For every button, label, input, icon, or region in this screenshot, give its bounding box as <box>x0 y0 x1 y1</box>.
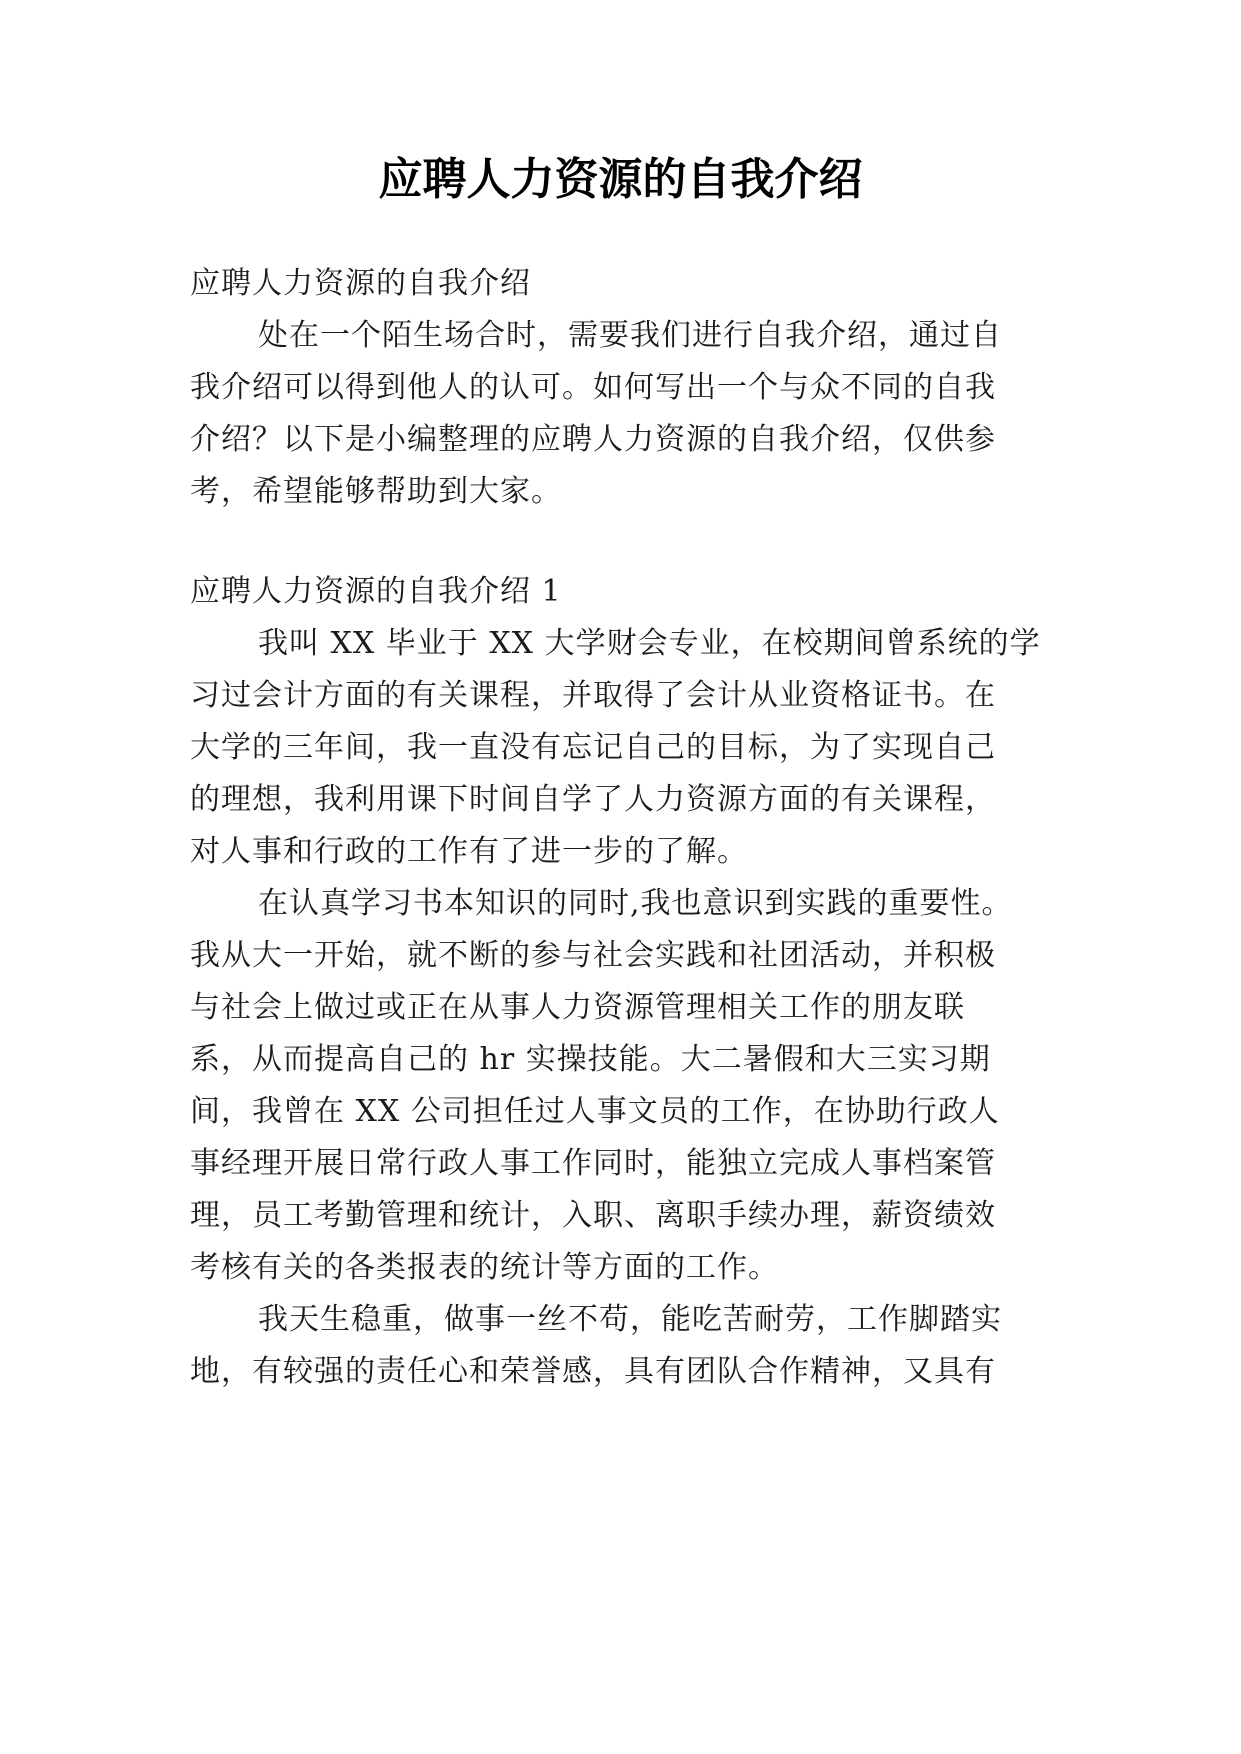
intro-line: 考，希望能够帮助到大家。 <box>190 474 562 509</box>
paragraph-line: 系，从而提高自己的 hr 实操技能。大二暑假和大三实习期 <box>190 1042 991 1077</box>
paragraph-line: 的理想，我利用课下时间自学了人力资源方面的有关课程， <box>190 782 996 817</box>
intro-heading: 应聘人力资源的自我介绍 <box>190 266 531 301</box>
paragraph-line: 习过会计方面的有关课程，并取得了会计从业资格证书。在 <box>190 678 996 713</box>
document-title: 应聘人力资源的自我介绍 <box>378 154 863 205</box>
paragraph-line: 我天生稳重，做事一丝不苟，能吃苦耐劳，工作脚踏实 <box>258 1302 1002 1337</box>
paragraph-line: 间，我曾在 XX 公司担任过人事文员的工作，在协助行政人 <box>190 1094 1000 1129</box>
intro-line: 处在一个陌生场合时，需要我们进行自我介绍，通过自 <box>258 318 1002 353</box>
paragraph-line: 事经理开展日常行政人事工作同时，能独立完成人事档案管 <box>190 1146 996 1181</box>
intro-line: 我介绍可以得到他人的认可。如何写出一个与众不同的自我 <box>190 370 996 405</box>
paragraph-line: 我叫 XX 毕业于 XX 大学财会专业，在校期间曾系统的学 <box>258 626 1041 661</box>
paragraph-line: 与社会上做过或正在从事人力资源管理相关工作的朋友联 <box>190 990 965 1025</box>
paragraph-line: 理，员工考勤管理和统计，入职、离职手续办理，薪资绩效 <box>190 1198 996 1233</box>
paragraph-line: 地，有较强的责任心和荣誉感，具有团队合作精神，又具有 <box>190 1354 996 1389</box>
section-heading: 应聘人力资源的自我介绍 1 <box>190 574 562 609</box>
paragraph-line: 考核有关的各类报表的统计等方面的工作。 <box>190 1250 779 1285</box>
paragraph-line: 对人事和行政的工作有了进一步的了解。 <box>190 834 748 869</box>
paragraph-line: 大学的三年间，我一直没有忘记自己的目标，为了实现自己 <box>190 730 996 765</box>
intro-line: 介绍？以下是小编整理的应聘人力资源的自我介绍，仅供参 <box>190 422 996 457</box>
paragraph-line: 在认真学习书本知识的同时,我也意识到实践的重要性。 <box>258 886 1013 921</box>
paragraph-line: 我从大一开始，就不断的参与社会实践和社团活动，并积极 <box>190 938 996 973</box>
